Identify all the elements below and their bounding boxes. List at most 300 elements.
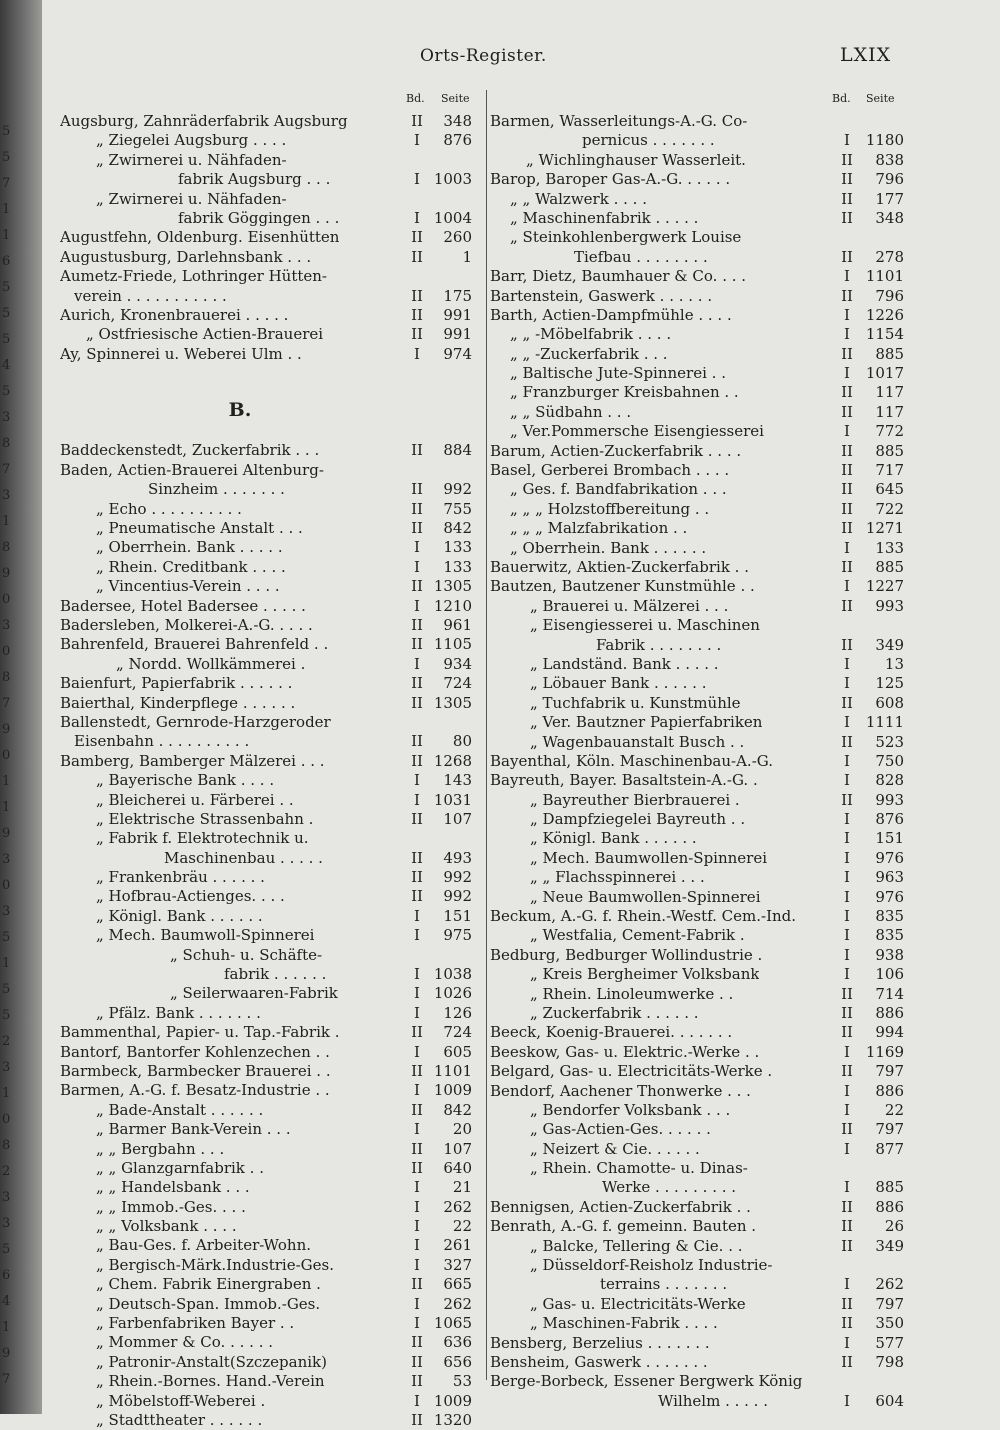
entry-page: 262 — [875, 1275, 904, 1294]
index-entry — [60, 926, 484, 945]
margin-digit: 4 — [2, 358, 11, 373]
entry-page: 934 — [443, 654, 472, 673]
index-entry — [490, 1237, 918, 1256]
entry-page: 798 — [875, 1353, 904, 1371]
entry-page: 1210 — [433, 596, 472, 615]
entry-text: „ Maschinenfabrik . . . . . — [510, 208, 699, 227]
entry-volume: I — [414, 1236, 420, 1255]
entry-page: 993 — [875, 596, 904, 615]
entry-text: verein . . . . . . . . . . . — [74, 286, 227, 305]
index-entry — [60, 868, 484, 887]
entry-volume: II — [841, 1120, 853, 1139]
entry-volume: II — [411, 732, 423, 751]
entry-volume: II — [411, 1061, 423, 1080]
entry-page: 755 — [443, 499, 472, 518]
entry-volume: I — [844, 1081, 850, 1100]
margin-digit: 5 — [2, 280, 11, 295]
entry-volume: II — [411, 228, 423, 247]
entry-page: 143 — [443, 771, 472, 790]
index-entry — [490, 965, 918, 984]
entry-text: „ Farbenfabriken Bayer . . — [96, 1314, 295, 1333]
entry-page: 608 — [875, 693, 904, 712]
margin-digit: 3 — [2, 1060, 11, 1075]
entry-page: 884 — [443, 441, 472, 460]
entry-volume: II — [841, 519, 853, 538]
entry-page: 640 — [443, 1158, 472, 1177]
index-entry — [490, 655, 918, 674]
index-entry — [490, 752, 918, 771]
entry-volume: II — [411, 615, 423, 634]
index-entry — [60, 713, 484, 732]
index-entry — [490, 558, 918, 577]
index-entry — [60, 849, 484, 868]
entry-page: 133 — [443, 538, 472, 557]
margin-digit: 0 — [2, 1112, 11, 1127]
entry-page: 107 — [443, 809, 472, 828]
entry-text: „ Möbelstoff-Weberei . — [96, 1391, 266, 1410]
entry-volume: II — [411, 848, 423, 867]
index-entry — [490, 771, 918, 790]
entry-volume: I — [844, 654, 850, 673]
index-entry — [60, 1140, 484, 1159]
margin-digit: 5 — [2, 384, 11, 399]
entry-text: Barmen, Wasserleitungs-A.-G. Co- — [490, 112, 748, 130]
entry-text: Werke . . . . . . . . . — [602, 1178, 737, 1197]
entry-page: 885 — [875, 441, 904, 460]
entry-page: 349 — [875, 1236, 904, 1255]
entry-text: Bammenthal, Papier- u. Tap.-Fabrik . — [60, 1023, 340, 1042]
entry-volume: II — [841, 693, 853, 712]
margin-digit: 6 — [2, 1268, 11, 1283]
entry-page: 645 — [875, 480, 904, 499]
entry-text: Bayenthal, Köln. Maschinenbau-A.-G. — [490, 751, 773, 770]
entry-page: 117 — [875, 402, 904, 421]
entry-text: „ Königl. Bank . . . . . . — [96, 906, 263, 925]
index-entry — [60, 209, 484, 228]
entry-text: Beckum, A.-G. f. Rhein.-Westf. Cem.-Ind. — [490, 907, 797, 926]
entry-volume: II — [411, 693, 423, 712]
entry-text: Bedburg, Bedburger Wollindustrie . — [490, 945, 763, 964]
entry-volume: I — [414, 1081, 420, 1100]
left-column — [60, 112, 484, 1430]
index-entry — [490, 422, 918, 441]
entry-page: 1154 — [865, 325, 904, 344]
entry-volume: II — [411, 887, 423, 906]
entry-page: 1004 — [433, 208, 472, 227]
entry-text: „ Mech. Baumwoll-Spinnerei — [96, 926, 315, 945]
entry-volume: II — [841, 189, 853, 208]
index-entry — [490, 1372, 918, 1391]
index-entry — [60, 1217, 484, 1236]
entry-volume: II — [841, 1062, 853, 1081]
margin-digit: 8 — [2, 670, 11, 685]
entry-volume: I — [414, 131, 420, 150]
index-entry — [60, 1236, 484, 1255]
entry-page: 1111 — [865, 713, 904, 732]
entry-volume: I — [414, 1294, 420, 1313]
index-entry — [490, 636, 918, 655]
entry-text: Barop, Baroper Gas-A.-G. . . . . . — [490, 170, 731, 189]
entry-text: „ Düsseldorf-Reisholz Industrie- — [530, 1256, 773, 1275]
index-entry — [490, 1101, 918, 1120]
entry-text: „ Landständ. Bank . . . . . — [530, 654, 719, 673]
index-entry — [490, 267, 918, 286]
index-entry — [490, 209, 918, 228]
entry-text: Wilhelm . . . . . — [658, 1391, 768, 1410]
margin-digit: 7 — [2, 1372, 11, 1387]
index-entry — [60, 1081, 484, 1100]
entry-page: 1320 — [433, 1411, 472, 1429]
entry-volume: I — [844, 1100, 850, 1119]
margin-digit: 1 — [2, 956, 11, 971]
entry-volume: II — [841, 208, 853, 227]
entry-text: Barmbeck, Barmbecker Brauerei . . — [60, 1061, 331, 1080]
index-entry — [60, 170, 484, 189]
index-entry — [60, 984, 484, 1003]
entry-text: „ „ Glanzgarnfabrik . . — [96, 1158, 264, 1177]
entry-volume: I — [844, 926, 850, 945]
index-entry — [490, 539, 918, 558]
entry-text: „ Stadttheater . . . . . . — [96, 1411, 263, 1429]
entry-text: Bamberg, Bamberger Mälzerei . . . — [60, 751, 325, 770]
index-entry — [60, 1372, 484, 1391]
entry-volume: I — [414, 654, 420, 673]
section-heading — [60, 383, 484, 441]
margin-digit: 1 — [2, 514, 11, 529]
index-entry — [60, 325, 484, 344]
entry-page: 13 — [884, 654, 904, 673]
index-entry — [490, 131, 918, 150]
entry-page: 22 — [884, 1100, 904, 1119]
entry-text: „ Neizert & Cie. . . . . . — [530, 1139, 700, 1158]
margin-digit: 1 — [2, 774, 11, 789]
margin-digit: 1 — [2, 1320, 11, 1335]
entry-volume: II — [411, 286, 423, 305]
entry-text: „ Tuchfabrik u. Kunstmühle — [530, 693, 741, 712]
entry-text: „ Löbauer Bank . . . . . . — [530, 674, 707, 693]
margin-digit: 7 — [2, 176, 11, 191]
entry-page: 1101 — [433, 1061, 472, 1080]
entry-volume: I — [414, 906, 420, 925]
entry-text: „ Bayerische Bank . . . . — [96, 771, 275, 790]
entry-volume: II — [841, 150, 853, 169]
index-entry — [490, 442, 918, 461]
column-divider — [486, 90, 487, 1380]
entry-text: Bautzen, Bautzener Kunstmühle . . — [490, 577, 755, 596]
index-entry — [60, 965, 484, 984]
entry-text: Baddeckenstedt, Zuckerfabrik . . . — [60, 441, 320, 460]
entry-text: Fabrik . . . . . . . . — [596, 635, 722, 654]
entry-page: 772 — [875, 422, 904, 441]
index-entry — [60, 674, 484, 693]
entry-volume: II — [841, 402, 853, 421]
entry-page: 842 — [443, 1100, 472, 1119]
entry-text: Augustusburg, Darlehnsbank . . . — [60, 247, 312, 266]
entry-page: 993 — [875, 790, 904, 809]
entry-text: „ Seilerwaaren-Fabrik — [170, 984, 338, 1003]
entry-page: 1305 — [433, 577, 472, 596]
entry-page: 714 — [875, 984, 904, 1003]
index-entry — [490, 577, 918, 596]
index-entry — [60, 810, 484, 829]
index-entry — [60, 1120, 484, 1139]
entry-volume: I — [844, 1042, 850, 1061]
index-entry — [60, 1333, 484, 1352]
entry-page: 992 — [443, 887, 472, 906]
entry-text: „ Bleicherei u. Färberei . . — [96, 790, 294, 809]
entry-page: 177 — [875, 189, 904, 208]
entry-page: 976 — [875, 848, 904, 867]
entry-volume: II — [411, 519, 423, 538]
entry-page: 151 — [875, 829, 904, 848]
margin-digit: 7 — [2, 696, 11, 711]
entry-page: 604 — [875, 1391, 904, 1410]
index-entry — [60, 364, 484, 383]
index-entry — [490, 1140, 918, 1159]
entry-text: „ „ Südbahn . . . — [510, 402, 632, 421]
index-entry — [60, 1314, 484, 1333]
entry-text: Bensberg, Berzelius . . . . . . . — [490, 1333, 710, 1352]
entry-text: „ Baltische Jute-Spinnerei . . — [510, 364, 726, 383]
margin-digit: 1 — [2, 800, 11, 815]
entry-volume: I — [844, 1275, 850, 1294]
entry-text: „ Königl. Bank . . . . . . — [530, 829, 697, 848]
entry-volume: I — [414, 771, 420, 790]
entry-volume: I — [414, 984, 420, 1003]
entry-text: „ „ Immob.-Ges. . . . — [96, 1197, 246, 1216]
entry-volume: I — [844, 305, 850, 324]
entry-page: 1065 — [433, 1314, 472, 1333]
entry-volume: II — [411, 1333, 423, 1352]
index-entry — [490, 1004, 918, 1023]
entry-volume: II — [841, 1236, 853, 1255]
entry-page: 886 — [875, 1081, 904, 1100]
index-entry — [60, 1178, 484, 1197]
entry-volume: I — [844, 538, 850, 557]
index-entry — [60, 519, 484, 538]
entry-page: 126 — [443, 1003, 472, 1022]
entry-page: 117 — [875, 383, 904, 402]
entry-volume: II — [841, 344, 853, 363]
margin-digit: 0 — [2, 644, 11, 659]
entry-text: „ „ Walzwerk . . . . — [510, 189, 647, 208]
index-entry — [490, 810, 918, 829]
entry-page: 797 — [875, 1062, 904, 1081]
entry-text: Bantorf, Bantorfer Kohlenzechen . . — [60, 1042, 330, 1061]
index-entry — [60, 538, 484, 557]
entry-page: 350 — [875, 1314, 904, 1333]
entry-page: 1038 — [433, 965, 472, 984]
index-entry — [490, 985, 918, 1004]
entry-volume: II — [841, 1314, 853, 1333]
entry-text: „ „ „ Malzfabrikation . . — [510, 519, 688, 538]
entry-text: „ Dampfziegelei Bayreuth . . — [530, 810, 746, 829]
index-entry — [60, 306, 484, 325]
entry-volume: I — [844, 810, 850, 829]
margin-digit: 5 — [2, 124, 11, 139]
index-entry — [490, 112, 918, 131]
index-entry — [490, 868, 918, 887]
entry-volume: I — [844, 868, 850, 887]
index-entry — [490, 829, 918, 848]
entry-text: „ Nordd. Wollkämmerei . — [116, 654, 306, 673]
index-entry — [490, 926, 918, 945]
entry-volume: II — [411, 305, 423, 324]
index-entry — [60, 1159, 484, 1178]
index-entry — [60, 441, 484, 460]
index-entry — [60, 946, 484, 965]
entry-volume: II — [841, 441, 853, 460]
entry-text: Tiefbau . . . . . . . . — [574, 247, 708, 266]
index-entry — [60, 151, 484, 170]
entry-volume: I — [414, 1003, 420, 1022]
entry-text: „ Pneumatische Anstalt . . . — [96, 519, 303, 538]
entry-text: Bauerwitz, Aktien-Zuckerfabrik . . — [490, 557, 749, 576]
index-entry — [490, 403, 918, 422]
entry-text: „ Fabrik f. Elektrotechnik u. — [96, 829, 309, 848]
entry-volume: I — [844, 751, 850, 770]
entry-page: 21 — [452, 1178, 472, 1197]
entry-volume: I — [414, 1042, 420, 1061]
index-entry — [60, 248, 484, 267]
index-entry — [490, 1178, 918, 1197]
entry-text: Bensheim, Gaswerk . . . . . . . — [490, 1353, 708, 1371]
entry-text: „ Hofbrau-Actienges. . . . — [96, 887, 285, 906]
entry-text: Augustfehn, Oldenburg. Eisenhütten — [60, 228, 340, 247]
entry-text: „ Vincentius-Verein . . . . — [96, 577, 280, 596]
entry-text: „ Echo . . . . . . . . . . — [96, 499, 242, 518]
entry-page: 348 — [875, 208, 904, 227]
volume-header: Bd. — [832, 92, 851, 105]
entry-page: 835 — [875, 907, 904, 926]
entry-volume: I — [844, 131, 850, 150]
entry-text: „ Maschinen-Fabrik . . . . — [530, 1314, 718, 1333]
entry-volume: I — [414, 1255, 420, 1274]
entry-volume: II — [411, 441, 423, 460]
entry-volume: I — [844, 1139, 850, 1158]
entry-page: 876 — [443, 131, 472, 150]
entry-page: 26 — [884, 1217, 904, 1236]
section-letter: B. — [228, 399, 252, 422]
entry-page: 349 — [875, 635, 904, 654]
index-entry — [60, 907, 484, 926]
index-entry — [60, 655, 484, 674]
entry-text: Baienfurt, Papierfabrik . . . . . . — [60, 674, 293, 693]
entry-page: 991 — [443, 325, 472, 344]
entry-volume: I — [414, 1391, 420, 1410]
index-entry — [490, 946, 918, 965]
entry-volume: II — [841, 984, 853, 1003]
margin-digit: 4 — [2, 1294, 11, 1309]
index-entry — [490, 1256, 918, 1275]
entry-volume: II — [841, 383, 853, 402]
entry-page: 1 — [462, 247, 472, 266]
entry-volume: II — [411, 868, 423, 887]
entry-text: „ Frankenbräu . . . . . . — [96, 868, 265, 887]
entry-text: Barth, Actien-Dampfmühle . . . . — [490, 305, 732, 324]
entry-volume: I — [414, 557, 420, 576]
index-entry — [490, 597, 918, 616]
entry-text: „ Bendorfer Volksbank . . . — [530, 1100, 731, 1119]
entry-text: „ Zuckerfabrik . . . . . . — [530, 1003, 699, 1022]
entry-text: „ Gas- u. Electricitäts-Werke — [530, 1294, 746, 1313]
entry-volume: II — [841, 286, 853, 305]
entry-page: 125 — [875, 674, 904, 693]
entry-text: Berge-Borbeck, Essener Bergwerk König — [490, 1372, 803, 1391]
entry-page: 262 — [443, 1294, 472, 1313]
entry-page: 1009 — [433, 1081, 472, 1100]
margin-digit: 5 — [2, 306, 11, 321]
index-entry — [490, 1082, 918, 1101]
entry-text: „ Mommer & Co. . . . . . — [96, 1333, 274, 1352]
entry-page: 260 — [443, 228, 472, 247]
index-entry — [60, 500, 484, 519]
entry-page: 1031 — [433, 790, 472, 809]
entry-volume: I — [844, 887, 850, 906]
entry-page: 717 — [875, 461, 904, 480]
entry-text: Benrath, A.-G. f. gemeinn. Bauten . — [490, 1217, 757, 1236]
index-entry — [60, 635, 484, 654]
entry-volume: I — [414, 170, 420, 189]
entry-text: „ Deutsch-Span. Immob.-Ges. — [96, 1294, 321, 1313]
entry-page: 1271 — [865, 519, 904, 538]
entry-text: „ Neue Baumwollen-Spinnerei — [530, 887, 761, 906]
entry-page: 886 — [875, 1003, 904, 1022]
entry-volume: II — [411, 499, 423, 518]
entry-text: Ay, Spinnerei u. Weberei Ulm . . — [60, 344, 302, 363]
margin-digit: 6 — [2, 254, 11, 269]
index-entry — [490, 383, 918, 402]
index-entry — [490, 228, 918, 247]
margin-digit: 5 — [2, 1008, 11, 1023]
index-entry — [490, 170, 918, 189]
entry-page: 963 — [875, 868, 904, 887]
entry-page: 665 — [443, 1275, 472, 1294]
index-entry — [490, 616, 918, 635]
entry-text: „ Oberrhein. Bank . . . . . — [96, 538, 283, 557]
entry-text: Augsburg, Zahnräderfabrik Augsburg — [60, 112, 348, 130]
margin-digit: 3 — [2, 904, 11, 919]
entry-volume: I — [844, 1178, 850, 1197]
index-entry — [60, 1023, 484, 1042]
index-entry — [60, 558, 484, 577]
entry-text: Bahrenfeld, Brauerei Bahrenfeld . . — [60, 635, 329, 654]
index-entry — [60, 1101, 484, 1120]
entry-volume: II — [841, 480, 853, 499]
entry-text: „ Zwirnerei u. Nähfaden- — [96, 150, 287, 169]
entry-text: „ Bade-Anstalt . . . . . . — [96, 1100, 264, 1119]
entry-page: 974 — [443, 344, 472, 363]
entry-volume: II — [411, 1275, 423, 1294]
margin-digit: 8 — [2, 540, 11, 555]
entry-text: Barum, Actien-Zuckerfabrik . . . . — [490, 441, 742, 460]
entry-page: 975 — [443, 926, 472, 945]
index-entry — [490, 674, 918, 693]
entry-page: 1268 — [433, 751, 472, 770]
entry-text: Badersleben, Molkerei-A.-G. . . . . — [60, 615, 313, 634]
right-column — [490, 112, 918, 1411]
entry-text: „ Wichlinghauser Wasserleit. — [526, 150, 746, 169]
entry-page: 961 — [443, 615, 472, 634]
entry-page: 796 — [875, 170, 904, 189]
entry-page: 1305 — [433, 693, 472, 712]
index-entry — [490, 480, 918, 499]
index-entry — [60, 732, 484, 751]
entry-volume: I — [414, 208, 420, 227]
index-entry — [490, 500, 918, 519]
entry-volume: I — [414, 1197, 420, 1216]
entry-text: „ Rhein. Creditbank . . . . — [96, 557, 286, 576]
